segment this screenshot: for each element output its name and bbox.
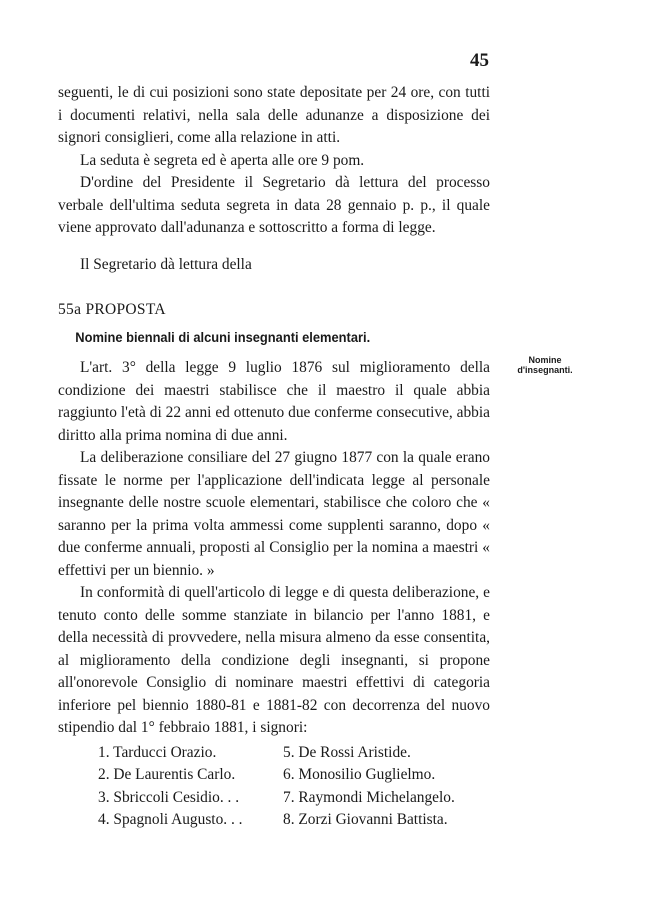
margin-note: Nomine d'insegnanti. — [517, 355, 573, 375]
list-item: 5. De Rossi Aristide. — [283, 743, 411, 761]
paragraph-session-open: La seduta è segreta ed è aperta alle ore 9 pom. — [80, 151, 365, 169]
list-item: 7. Raymondi Michelangelo. — [283, 788, 455, 806]
list-item: 4. Spagnoli Augusto. . . — [98, 811, 243, 828]
proposal-subtitle: Nomine biennali di alcuni insegnanti elementari. — [75, 328, 371, 345]
list-item: 6. Monosilio Guglielmo. — [283, 766, 436, 783]
paragraph-deliberation: La deliberazione consiliare del 27 giugno 1877 con la quale erano fissate le norme per l'applicazione dell'indicata legge al personale insegnante delle nostre scuole elementari, stabilisce che coloro che « saranno per la prima volta ammessi come supplenti saranno, dopo « due conferme annuali, proposti al Consiglio per la nomina a maestri « effettivi per un biennio. » — [58, 449, 490, 579]
list-item: 1. Tarducci Orazio. — [98, 743, 217, 761]
list-item: 3. Sbriccoli Cesidio. . . — [98, 788, 240, 806]
list-item: 8. Zorzi Giovanni Battista. — [283, 811, 448, 828]
paragraph-continuation: seguenti, le di cui posizioni sono state depositate per 24 ore, con tutti i documenti relativi, nella sala delle adunanze a disposizione dei signori consiglieri, come alla relazione in atti. — [58, 84, 490, 146]
page-number: 45 — [470, 50, 489, 71]
paragraph-minutes-approval: D'ordine del Presidente il Segretario dà lettura del processo verbale dell'ultima seduta segreta in data 28 gennaio p. p., il quale viene approvato dall'adunanza e sottoscritto a forma di legge. — [58, 174, 490, 236]
paragraph-proposal: In conformità di quell'articolo di legge e di questa deliberazione, e tenuto conto delle somme stanziate in bilancio per l'anno 1881, e della necessità di provvedere, nella misura almeno da esse consentita, al miglioramento della condizione degli insegnanti, si propone all'onorevole Consiglio di nominare maestri effettivi di categoria inferiore pel biennio 1880-81 e 1881-82 con decorrenza del nuovo stipendio dal 1° febbraio 1881, i signori: — [58, 584, 490, 736]
page-body — [58, 82, 490, 832]
paragraph-law-article: L'art. 3° della legge 9 luglio 1876 sul miglioramento della condizione dei maestri stabilisce che il maestro il quale abbia raggiunto l'età di 22 anni ed ottenuto due conferme consecutive, abbia diritto alla prima nomina di due anni. — [58, 359, 490, 444]
proposal-title: 55a PROPOSTA — [58, 301, 166, 318]
paragraph-secretary-reading: Il Segretario dà lettura della — [80, 255, 252, 273]
teacher-name-list — [98, 742, 490, 832]
list-item: 2. De Laurentis Carlo. — [98, 766, 236, 783]
